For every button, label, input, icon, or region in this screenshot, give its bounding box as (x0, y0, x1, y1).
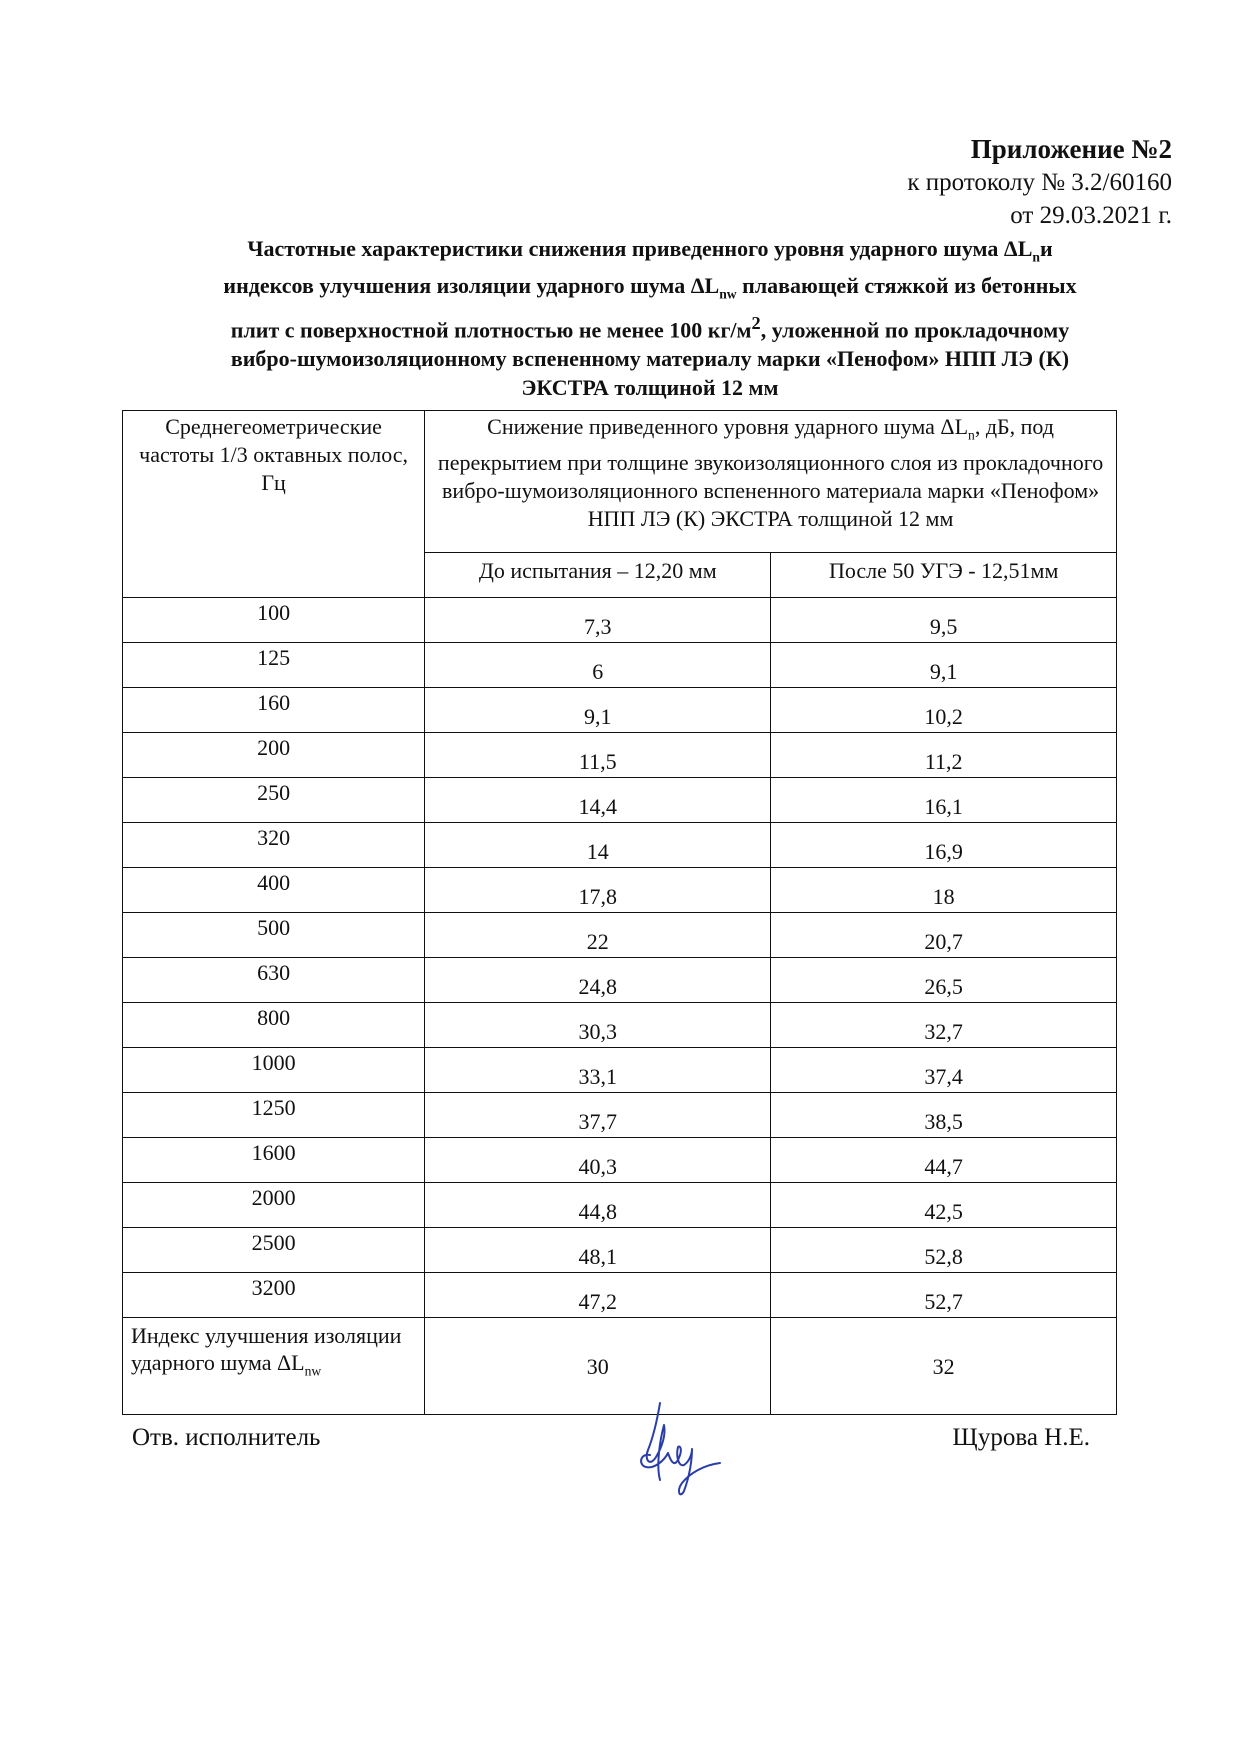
row-after-value: 44,7 (771, 1138, 1117, 1183)
row-before-value: 9,1 (425, 688, 771, 733)
index-before-value: 30 (425, 1318, 771, 1415)
row-frequency: 1250 (123, 1093, 425, 1138)
table-row (123, 868, 1117, 913)
responsible-name: Щурова Н.Е. (952, 1424, 1090, 1451)
table-row (123, 778, 1117, 823)
frequency-table (122, 410, 1117, 1415)
row-after-value: 52,8 (771, 1228, 1117, 1273)
row-before-value: 40,3 (425, 1138, 771, 1183)
table-row (123, 958, 1117, 1003)
row-before-value: 7,3 (425, 598, 771, 643)
row-frequency: 2500 (123, 1228, 425, 1273)
row-after-value: 20,7 (771, 913, 1117, 958)
table-row (123, 643, 1117, 688)
table-row (123, 1273, 1117, 1318)
row-before-value: 47,2 (425, 1273, 771, 1318)
row-before-value: 33,1 (425, 1048, 771, 1093)
row-before-value: 22 (425, 913, 771, 958)
row-after-value: 18 (771, 868, 1117, 913)
table-row (123, 1048, 1117, 1093)
row-after-value: 9,1 (771, 643, 1117, 688)
index-label: Индекс улучшения изоляции ударного шума $\Delta L_{nw}$ (123, 1318, 425, 1415)
row-after-value: 16,1 (771, 778, 1117, 823)
row-before-value: 37,7 (425, 1093, 771, 1138)
heading-line-3: плит с поверхностной плотностью не менее 100 $кг/м^2$, уложенной по прокладочному (230, 312, 1070, 343)
row-after-value: 38,5 (771, 1093, 1117, 1138)
document-heading (150, 234, 1150, 402)
header-before-test: До испытания – 12,20 мм (425, 553, 771, 598)
row-after-value: 11,2 (771, 733, 1117, 778)
row-frequency: 250 (123, 778, 425, 823)
row-after-value: 32,7 (771, 1003, 1117, 1048)
row-before-value: 6 (425, 643, 771, 688)
row-frequency: 200 (123, 733, 425, 778)
row-before-value: 14,4 (425, 778, 771, 823)
row-after-value: 26,5 (771, 958, 1117, 1003)
row-frequency: 160 (123, 688, 425, 733)
row-before-value: 24,8 (425, 958, 771, 1003)
heading-line-4: вибро-шумоизоляционному вспененному материалу марки «Пенофом» НПП ЛЭ (К) (230, 346, 1070, 372)
row-after-value: 52,7 (771, 1273, 1117, 1318)
table-header-row (123, 411, 1117, 553)
header-after-test: После 50 УГЭ - 12,51мм (771, 553, 1117, 598)
row-frequency: 1000 (123, 1048, 425, 1093)
row-frequency: 3200 (123, 1273, 425, 1318)
table-row (123, 598, 1117, 643)
table-row (123, 1183, 1117, 1228)
row-before-value: 30,3 (425, 1003, 771, 1048)
heading-line-2: индексов улучшения изоляции ударного шума $\Delta L_{nw}$ плавающей стяжкой из бетонных (223, 273, 1077, 302)
table-row (123, 1003, 1117, 1048)
row-frequency: 400 (123, 868, 425, 913)
appendix-block (907, 132, 1172, 232)
table-row (123, 1138, 1117, 1183)
row-after-value: 37,4 (771, 1048, 1117, 1093)
row-before-value: 14 (425, 823, 771, 868)
table-row (123, 688, 1117, 733)
row-frequency: 1600 (123, 1138, 425, 1183)
protocol-number: к протоколу № 3.2/60160 (907, 169, 1172, 196)
responsible-role: Отв. исполнитель (132, 1424, 321, 1451)
appendix-title: Приложение №2 (970, 134, 1172, 164)
protocol-date: от 29.03.2021 г. (1010, 202, 1172, 229)
header-frequency: Среднегеометрические частоты 1/3 октавных полос, Гц (123, 411, 425, 598)
heading-line-5: ЭКСТРА толщиной 12 мм (521, 375, 779, 401)
row-frequency: 320 (123, 823, 425, 868)
row-before-value: 48,1 (425, 1228, 771, 1273)
row-before-value: 17,8 (425, 868, 771, 913)
row-after-value: 9,5 (771, 598, 1117, 643)
table-row (123, 1093, 1117, 1138)
table-row (123, 913, 1117, 958)
table-row (123, 1228, 1117, 1273)
row-frequency: 800 (123, 1003, 425, 1048)
row-frequency: 500 (123, 913, 425, 958)
table-row (123, 733, 1117, 778)
row-before-value: 11,5 (425, 733, 771, 778)
row-frequency: 2000 (123, 1183, 425, 1228)
row-frequency: 125 (123, 643, 425, 688)
index-after-value: 32 (771, 1318, 1117, 1415)
row-after-value: 10,2 (771, 688, 1117, 733)
row-after-value: 42,5 (771, 1183, 1117, 1228)
row-before-value: 44,8 (425, 1183, 771, 1228)
table-row (123, 823, 1117, 868)
signature-image (620, 1395, 730, 1505)
row-frequency: 100 (123, 598, 425, 643)
heading-line-1: Частотные характеристики снижения приведенного уровня ударного шума $\Delta L_nи$ (247, 236, 1053, 265)
row-after-value: 16,9 (771, 823, 1117, 868)
row-frequency: 630 (123, 958, 425, 1003)
header-reduction: Снижение приведенного уровня ударного шума $\Delta L_n$, дБ, под перекрытием при толщине звукоизоляционного слоя из прокладочного вибро-шумоизоляционного вспененного материала марки «Пенофом» НПП ЛЭ (К) ЭКСТРА толщиной 12 мм (425, 411, 1117, 553)
